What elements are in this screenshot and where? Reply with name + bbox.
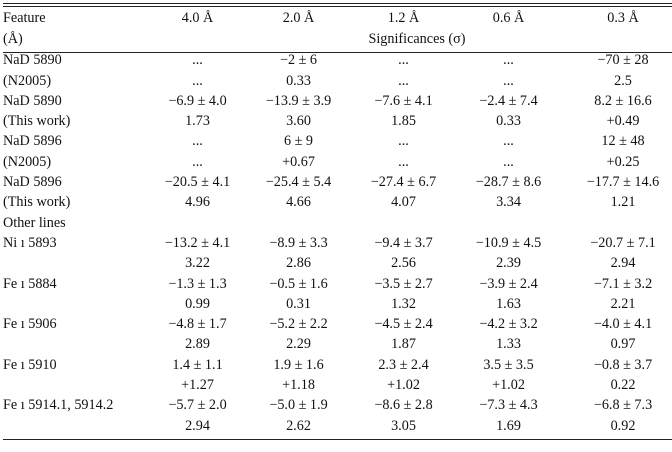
row-label: NaD 5896 (3, 174, 62, 191)
table-row (3, 192, 672, 212)
table-cell: 3.34 (496, 194, 521, 211)
table-cell: −8.6 ± 2.8 (374, 397, 433, 414)
table-cell (454, 213, 563, 233)
table-cell: 2.62 (286, 417, 311, 434)
table-cell: −5.0 ± 1.9 (269, 397, 328, 414)
row-label: Other lines (3, 214, 66, 231)
table-row (3, 213, 672, 233)
table-cell: +1.18 (282, 377, 315, 394)
column-header: 4.0 Å (181, 10, 214, 26)
table-cell: 0.22 (610, 377, 636, 394)
table-row (3, 111, 672, 131)
table-cell: −7.1 ± 3.2 (593, 275, 653, 292)
table-cell: ... (503, 153, 514, 170)
table-cell: 1.69 (496, 417, 521, 434)
table-cell: −10.9 ± 4.5 (475, 234, 542, 251)
table-row (3, 274, 672, 294)
table-cell: −5.7 ± 2.0 (168, 397, 227, 414)
table-cell: 0.92 (610, 417, 636, 434)
table-cell: 1.4 ± 1.1 (172, 356, 223, 373)
table-cell: −13.9 ± 3.9 (265, 92, 332, 109)
header-row (3, 8, 672, 28)
table-cell: ... (398, 153, 409, 170)
table-cell: 3.5 ± 3.5 (483, 356, 534, 373)
table-cell: 4.07 (391, 194, 416, 211)
table-cell: +1.02 (387, 377, 420, 394)
column-header: 2.0 Å (282, 10, 315, 26)
table-cell: 2.89 (185, 336, 210, 353)
row-label (3, 294, 151, 314)
table-cell: +1.02 (492, 377, 525, 394)
table-row (3, 131, 672, 151)
table-cell: +0.49 (606, 113, 640, 130)
table-row (3, 50, 672, 70)
row-label (3, 334, 151, 354)
table-cell: 2.29 (286, 336, 311, 353)
table-cell: −27.4 ± 6.7 (370, 174, 437, 191)
table-cell: 2.86 (286, 255, 311, 272)
significance-header: Significances (σ) (368, 31, 466, 48)
table-cell: 1.9 ± 1.6 (273, 356, 324, 373)
table-cell: 2.3 ± 2.4 (378, 356, 429, 373)
table-cell: 1.33 (496, 336, 521, 353)
table-cell: 1.87 (391, 336, 416, 353)
row-label (3, 416, 151, 436)
table-cell: 0.99 (185, 295, 210, 312)
table-cell: 2.94 (610, 255, 636, 272)
header-row-units (3, 28, 672, 50)
row-label: NaD 5890 (3, 52, 62, 69)
table-cell: 2.21 (610, 295, 636, 312)
table-cell: −8.9 ± 3.3 (269, 234, 328, 251)
table-cell: 2.94 (185, 417, 210, 434)
table-cell: ... (192, 52, 203, 69)
table-top-rule (3, 3, 672, 4)
table-cell: −9.4 ± 3.7 (374, 234, 433, 251)
table-row (3, 395, 672, 415)
table-cell: −20.5 ± 4.1 (164, 174, 231, 191)
table-cell: −7.3 ± 4.3 (479, 397, 538, 414)
table-row (3, 253, 672, 273)
table-row (3, 233, 672, 253)
table-cell: 1.63 (496, 295, 521, 312)
table-cell: +1.27 (181, 377, 214, 394)
table-cell (353, 213, 454, 233)
table-cell: 3.60 (286, 113, 311, 130)
table-bottom-rule (3, 439, 672, 440)
table-cell: −2.4 ± 7.4 (479, 92, 538, 109)
row-label (3, 375, 151, 395)
table-cell: +0.25 (606, 153, 640, 170)
table-row (3, 355, 672, 375)
row-label (3, 253, 151, 273)
table-row (3, 152, 672, 172)
table-cell: ... (503, 72, 514, 89)
table-cell: ... (192, 153, 203, 170)
row-label: (N2005) (3, 153, 52, 170)
row-label: NaD 5896 (3, 133, 62, 150)
unit-header: (Å) (3, 31, 23, 48)
table-cell: ... (398, 52, 409, 69)
table-cell: 0.97 (610, 336, 636, 353)
table-row (3, 375, 672, 395)
table-cell: ... (192, 72, 203, 89)
table-cell: −25.4 ± 5.4 (265, 174, 332, 191)
table-cell: 12 ± 48 (601, 133, 645, 150)
table-cell: 6 ± 9 (283, 133, 314, 150)
table-row (3, 71, 672, 91)
table-cell: −1.3 ± 1.3 (168, 275, 227, 292)
table-cell: 3.05 (391, 417, 416, 434)
table-body (3, 50, 672, 436)
table-cell: −28.7 ± 8.6 (475, 174, 542, 191)
table-cell: −6.9 ± 4.0 (168, 92, 227, 109)
table-cell: 0.31 (286, 295, 311, 312)
table-cell: 1.85 (391, 113, 416, 130)
table-cell: −70 ± 28 (597, 52, 649, 69)
table-cell: −3.5 ± 2.7 (374, 275, 433, 292)
row-label: (This work) (3, 113, 71, 130)
table-cell: −3.9 ± 2.4 (479, 275, 538, 292)
row-label: Fe ı 5914.1, 5914.2 (3, 397, 114, 414)
table-cell: 4.66 (286, 194, 311, 211)
table-cell: −0.8 ± 3.7 (593, 356, 653, 373)
column-header: 1.2 Å (387, 10, 420, 26)
table-cell: ... (503, 52, 514, 69)
table-cell: 4.96 (185, 194, 210, 211)
table-cell: 2.56 (391, 255, 416, 272)
table-cell (563, 213, 672, 233)
row-label: Fe ı 5910 (3, 356, 57, 373)
table-cell: ... (503, 133, 514, 150)
column-header: 0.6 Å (492, 10, 525, 26)
table-row (3, 334, 672, 354)
table-cell: 0.33 (496, 113, 521, 130)
table-cell: ... (192, 133, 203, 150)
table-row (3, 416, 672, 436)
table-cell: −4.2 ± 3.2 (479, 316, 538, 333)
table-row (3, 294, 672, 314)
column-header: 0.3 Å (607, 10, 639, 26)
table-cell: −0.5 ± 1.6 (269, 275, 328, 292)
table-cell: −2 ± 6 (279, 52, 318, 69)
feature-header: Feature (3, 10, 46, 26)
table-row (3, 172, 672, 192)
table-cell: 1.32 (391, 295, 416, 312)
table-cell: ... (398, 72, 409, 89)
table-cell: −4.0 ± 4.1 (593, 316, 653, 333)
row-label: NaD 5890 (3, 92, 62, 109)
table-row (3, 91, 672, 111)
table-cell: 1.73 (185, 113, 210, 130)
row-label: Ni ı 5893 (3, 234, 57, 251)
table-cell: 2.5 (614, 72, 632, 89)
table-cell (151, 213, 244, 233)
table-cell: −13.2 ± 4.1 (164, 234, 231, 251)
table-cell: −4.5 ± 2.4 (374, 316, 433, 333)
row-label: (This work) (3, 194, 71, 211)
table-row (3, 314, 672, 334)
table-cell: 8.2 ± 16.6 (594, 92, 652, 109)
table-cell: 2.39 (496, 255, 521, 272)
table-cell: +0.67 (282, 153, 315, 170)
table-cell: −6.8 ± 7.3 (593, 397, 653, 414)
table-cell: ... (398, 133, 409, 150)
table-cell: 3.22 (185, 255, 210, 272)
row-label: Fe ı 5884 (3, 275, 57, 292)
table-top-rule-double (3, 6, 672, 7)
table-cell: −17.7 ± 14.6 (586, 174, 660, 191)
table-cell: 1.21 (610, 194, 636, 211)
data-table (3, 8, 672, 436)
table-cell: −5.2 ± 2.2 (269, 316, 328, 333)
table-cell: −4.8 ± 1.7 (168, 316, 227, 333)
table-cell: −7.6 ± 4.1 (374, 92, 433, 109)
row-label: Fe ı 5906 (3, 316, 57, 333)
table-cell: −20.7 ± 7.1 (590, 234, 656, 251)
table-cell (244, 213, 353, 233)
row-label: (N2005) (3, 72, 52, 89)
table-cell: 0.33 (286, 72, 311, 89)
